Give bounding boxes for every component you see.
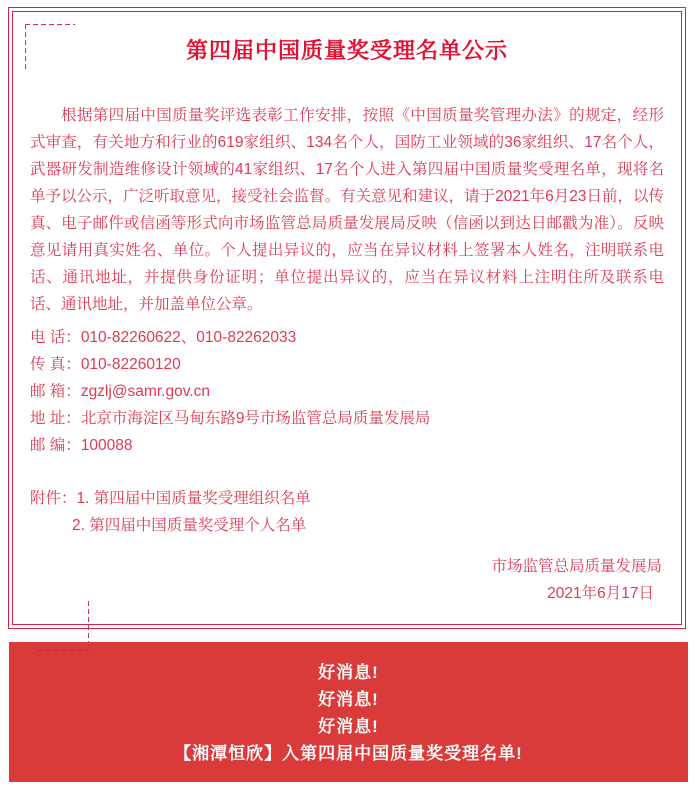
attachment-item-1: 1. 第四届中国质量奖受理组织名单 bbox=[76, 490, 311, 507]
contact-postcode-value: 100088 bbox=[80, 437, 133, 454]
promo-line-3: 好消息! bbox=[318, 717, 379, 736]
contact-fax bbox=[30, 351, 664, 378]
promo-banner bbox=[9, 642, 688, 782]
signature: 市场监管总局质量发展局 bbox=[491, 558, 662, 575]
promo-line-2: 好消息! bbox=[318, 690, 379, 709]
promo-line-1: 好消息! bbox=[318, 663, 379, 682]
contact-phone-value: 010-82260622、010-82262033 bbox=[80, 329, 297, 346]
dashed-corner-top-left-vertical bbox=[25, 24, 26, 72]
dashed-corner-bottom-left-vertical bbox=[88, 601, 89, 650]
attachments-block bbox=[30, 485, 664, 539]
contact-fax-label: 传 真： bbox=[30, 356, 81, 373]
contact-phone bbox=[30, 324, 664, 351]
card-content bbox=[13, 12, 681, 624]
contact-postcode bbox=[30, 432, 664, 459]
contact-address-value: 北京市海淀区马甸东路9号市场监管总局质量发展局 bbox=[80, 410, 431, 427]
contact-block bbox=[30, 324, 664, 459]
promo-line-highlight: 【湘潭恒欣】入第四届中国质量奖受理名单! bbox=[174, 744, 523, 763]
signature-date: 2021年6月17日 bbox=[547, 585, 654, 602]
contact-email-value: zgzlj@samr.gov.cn bbox=[80, 383, 210, 400]
notice-title: 第四届中国质量奖受理名单公示 bbox=[185, 38, 508, 63]
attachment-item-2: 2. 第四届中国质量奖受理个人名单 bbox=[72, 517, 307, 534]
contact-fax-value: 010-82260120 bbox=[80, 356, 181, 373]
attachments-label: 附件： bbox=[30, 490, 77, 507]
contact-postcode-label: 邮 编： bbox=[30, 437, 81, 454]
dashed-corner-bottom-left-horizontal bbox=[38, 650, 89, 651]
notice-paragraph: 根据第四届中国质量奖评选表彰工作安排，按照《中国质量奖管理办法》的规定，经形式审查，有关地方和行业的619家组织、134名个人，国防工业领域的36家组织、17名个人，武器研发制造维修设计领域的41家组织、17名个人进入第四届中国质量奖受理名单，现将名单予以公示，广泛听取意见，接受社会监督。有关意见和建议，请于2021年6月23日前，以传真、电子邮件或信函等形式向市场监管总局质量发展局反映（信函以到达日邮戳为准）。反映意见请用真实姓名、单位。个人提出异议的，应当在异议材料上签署本人姓名，注明联系电话、通讯地址，并提供身份证明；单位提出异议的，应当在异议材料上注明住所及联系电话、通讯地址，并加盖单位公章。 bbox=[30, 107, 664, 313]
contact-phone-label: 电 话： bbox=[30, 329, 81, 346]
contact-email bbox=[30, 378, 664, 405]
attachment-line-2 bbox=[30, 512, 664, 539]
dashed-corner-top-left-horizontal bbox=[25, 24, 75, 25]
contact-address-label: 地 址： bbox=[30, 410, 81, 427]
contact-address bbox=[30, 405, 664, 432]
attachment-line-1 bbox=[30, 485, 664, 512]
contact-email-label: 邮 箱： bbox=[30, 383, 81, 400]
notice-card bbox=[8, 7, 686, 629]
